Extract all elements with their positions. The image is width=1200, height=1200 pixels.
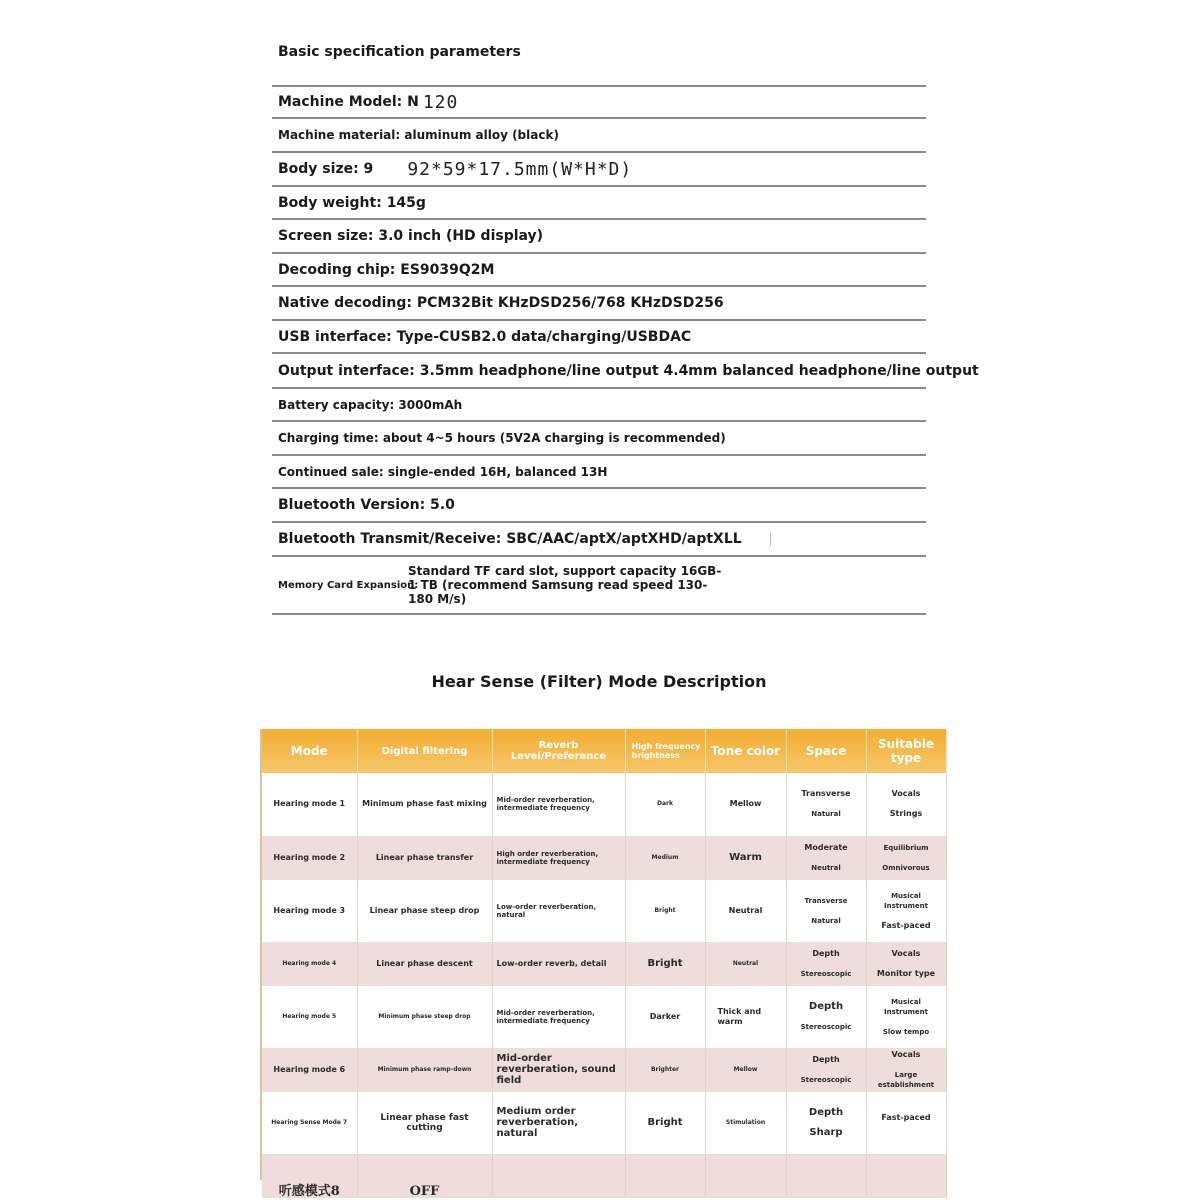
brightness-cell: Bright (625, 942, 705, 985)
mode-cell: Hearing Sense Mode 7 (262, 1091, 357, 1154)
spec-label: Body weight: 145g (278, 194, 426, 211)
table-row (262, 1048, 946, 1091)
type-primary: Vocals (891, 789, 921, 799)
header-mode: Mode (262, 729, 357, 773)
spec-value: Standard TF card slot, support capacity 16GB-1 TB (recommend Samsung read speed 130-180 M/s) (408, 564, 722, 606)
spec-label: Bluetooth Transmit/Receive: SBC/AAC/aptX/aptXHD/aptXLL (278, 531, 742, 547)
brightness-cell: Dark (625, 773, 705, 836)
spec-label: Charging time: about 4~5 hours (5V2A charging is recommended) (278, 431, 726, 445)
spec-row-battery (272, 389, 926, 422)
reverb-cell: Low-order reverb, detail (492, 942, 625, 985)
type-cell (866, 942, 946, 985)
filter-cell: Minimum phase ramp-down (357, 1048, 492, 1091)
type-cell (866, 836, 946, 879)
spec-row-charging (272, 422, 926, 456)
type-secondary: Large establishment (877, 1070, 935, 1089)
space-cell (786, 836, 866, 879)
filter-cell: Linear phase transfer (357, 836, 492, 879)
mode-cell: Hearing mode 3 (262, 879, 357, 942)
spec-row-memory (272, 557, 926, 615)
table-row (262, 985, 946, 1048)
mode-cell: 听感模式8 (262, 1154, 357, 1197)
space-cell (786, 879, 866, 942)
reverb-cell (492, 1154, 625, 1197)
reverb-cell: High order reverberation, intermediate frequency (492, 836, 625, 879)
type-primary: Vocals (891, 1049, 921, 1059)
brightness-cell (625, 1154, 705, 1197)
spec-label: Output interface: 3.5mm headphone/line output 4.4mm balanced headphone/line output (278, 362, 979, 379)
brightness-cell: Bright (625, 1091, 705, 1154)
divider (770, 532, 771, 546)
type-cell (866, 773, 946, 836)
space-cell (786, 942, 866, 985)
mode-table-title: Hear Sense (Filter) Mode Description (431, 672, 767, 691)
space-secondary: Neutral (811, 863, 841, 872)
brightness-cell: Darker (625, 985, 705, 1048)
header-tone: Tone color (705, 729, 786, 773)
spec-row-usb (272, 321, 926, 354)
spec-list (272, 85, 979, 615)
space-secondary: Stereoscopic (800, 1022, 852, 1031)
type-secondary: Fast-paced (881, 920, 931, 930)
tone-cell: Warm (705, 836, 786, 879)
filter-cell: Minimum phase fast mixing (357, 773, 492, 836)
spec-value: 120 (422, 91, 459, 113)
type-primary: Equilibrium (883, 843, 929, 852)
filter-cell: Linear phase steep drop (357, 879, 492, 942)
space-primary: Depth (808, 1106, 844, 1118)
mode-table (260, 729, 946, 1199)
spec-row-bt-codecs (272, 523, 926, 557)
spec-label: Native decoding: PCM32Bit KHzDSD256/768 KHzDSD256 (278, 295, 724, 311)
spec-row-weight (272, 187, 926, 220)
header-type: Suitable type (866, 729, 946, 773)
spec-label: Memory Card Expansion: (278, 579, 419, 591)
type-secondary: Strings (889, 809, 923, 819)
space-cell (786, 1091, 866, 1154)
brightness-cell: Medium (625, 836, 705, 879)
mode-cell: Hearing mode 4 (262, 942, 357, 985)
spec-row-bt-version (272, 489, 926, 523)
header-space: Space (786, 729, 866, 773)
space-primary: Depth (812, 1054, 840, 1064)
space-cell (786, 985, 866, 1048)
spec-row-output (272, 354, 979, 389)
filter-cell: Linear phase descent (357, 942, 492, 985)
spec-row-chip (272, 254, 926, 287)
table-row (262, 1154, 946, 1197)
spec-label: Machine Model: N (278, 94, 419, 110)
filter-cell: OFF (357, 1154, 492, 1197)
type-secondary: Monitor type (876, 968, 936, 978)
filter-cell: Minimum phase steep drop (357, 985, 492, 1048)
tone-cell (705, 1154, 786, 1197)
spec-row-endurance (272, 456, 926, 489)
reverb-cell: Mid-order reverberation, sound field (492, 1048, 625, 1091)
tone-cell: Mellow (705, 773, 786, 836)
space-primary: Depth (812, 948, 840, 958)
reverb-cell: Mid-order reverberation, intermediate frequency (492, 985, 625, 1048)
brightness-cell: Brighter (625, 1048, 705, 1091)
type-cell (866, 985, 946, 1048)
spec-label: Battery capacity: 3000mAh (278, 397, 463, 412)
space-secondary: Sharp (809, 1126, 843, 1138)
brightness-cell: Bright (625, 879, 705, 942)
type-secondary: Slow tempo (882, 1027, 930, 1036)
reverb-cell: Mid-order reverberation, intermediate frequency (492, 773, 625, 836)
type-cell (866, 1048, 946, 1091)
spec-label: Body size: 9 (278, 161, 374, 177)
space-secondary: Natural (811, 810, 841, 819)
type-primary: Fast-paced (881, 1112, 931, 1122)
table-row (262, 879, 946, 942)
space-cell (786, 773, 866, 836)
table-row (262, 942, 946, 985)
spec-row-body-size (272, 153, 926, 187)
tone-cell: Neutral (705, 879, 786, 942)
table-row (262, 1091, 946, 1154)
space-primary: Transverse (801, 789, 851, 799)
tone-cell: Thick and warm (705, 985, 786, 1048)
space-cell (786, 1154, 866, 1197)
spec-label: Bluetooth Version: 5.0 (278, 497, 455, 513)
tone-cell: Mellow (705, 1048, 786, 1091)
tone-cell: Neutral (705, 942, 786, 985)
table-row (262, 836, 946, 879)
type-cell (866, 879, 946, 942)
space-primary: Moderate (804, 842, 848, 852)
spec-value: 92*59*17.5mm(W*H*D) (407, 158, 633, 180)
tone-cell: Stimulation (705, 1091, 786, 1154)
type-secondary: Omnivorous (882, 863, 930, 872)
spec-label: Decoding chip: ES9039Q2M (278, 261, 495, 278)
header-reverb: Reverb Level/Preference (492, 729, 625, 773)
header-filter: Digital filtering (357, 729, 492, 773)
filter-cell: Linear phase fast cutting (357, 1091, 492, 1154)
spec-label: Machine material: aluminum alloy (black) (278, 128, 559, 142)
spec-row-screen (272, 220, 926, 254)
type-cell (866, 1154, 946, 1197)
type-primary: Vocals (891, 948, 921, 958)
table-header-row (262, 729, 946, 773)
space-secondary: Natural (811, 916, 841, 925)
space-cell (786, 1048, 866, 1091)
reverb-cell: Medium order reverberation, natural (492, 1091, 625, 1154)
table-row (262, 773, 946, 836)
spec-row-model (272, 87, 926, 119)
spec-label: Screen size: 3.0 inch (HD display) (278, 228, 544, 244)
spec-label: USB interface: Type-CUSB2.0 data/charging/USBDAC (278, 328, 692, 345)
space-secondary: Stereoscopic (800, 1075, 852, 1084)
spec-label: Continued sale: single-ended 16H, balanced 13H (278, 464, 608, 479)
space-primary: Transverse (804, 896, 848, 905)
mode-cell: Hearing mode 5 (262, 985, 357, 1048)
spec-title: Basic specification parameters (278, 44, 521, 60)
spec-row-native-decoding (272, 287, 926, 321)
mode-cell: Hearing mode 6 (262, 1048, 357, 1091)
type-primary: Musical Instrument (884, 891, 928, 910)
space-secondary: Stereoscopic (800, 969, 852, 978)
mode-cell: Hearing mode 2 (262, 836, 357, 879)
type-cell (866, 1091, 946, 1154)
space-primary: Depth (808, 1000, 844, 1012)
spec-row-material (272, 119, 926, 153)
reverb-cell: Low-order reverberation, natural (492, 879, 625, 942)
header-brightness: High frequency brightness (625, 729, 705, 773)
mode-cell: Hearing mode 1 (262, 773, 357, 836)
type-primary: Musical Instrument (884, 997, 928, 1016)
